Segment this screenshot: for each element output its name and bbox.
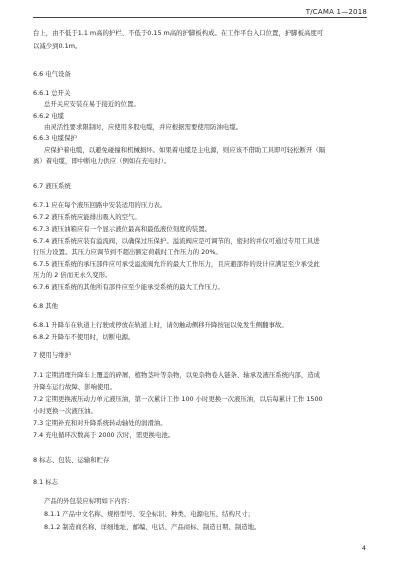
body-text-line: 行压力设置。其压力应调节到不超出额定荷载时工作压力的 20%。 <box>33 248 222 256</box>
standard-number: T/CAMA 1—2018 <box>305 8 367 16</box>
clause-line: 6.7.1 应在每个液压回路中安装适用的压力表。 <box>33 201 167 209</box>
clause-heading: 8.1 标志 <box>33 478 58 486</box>
clause-line: 7.3 定期补充和对升降系统转动轴处的润滑油。 <box>33 419 167 427</box>
header-rule <box>33 17 367 18</box>
clause-line: 8.1.1 产品中文名称、规格型号、安全标识、种类、电源电压、结构尺寸； <box>44 510 255 518</box>
clause-line: 6.8.2 升降车不使用时，切断电源。 <box>33 333 135 341</box>
body-text-line: 以减少到0.1m。 <box>33 42 82 50</box>
clause-line: 6.7.6 液压系统的其他所有部件应至少能承受系统的最大工作压力。 <box>33 283 224 291</box>
body-text-line: 升降车运行故障、影响使用。 <box>33 383 117 391</box>
body-text-line: 总开关应安装在易于接近的位置。 <box>44 100 140 108</box>
clause-line: 6.7.2 液压系统应能排出吸入的空气。 <box>33 213 141 221</box>
body-text-line: 由灵活性要求限制时，应使用多股电缆，并应根据需要使用防油电缆。 <box>44 123 243 131</box>
clause-line: 6.7.5 液压系统的承压部件应可承受溢流阀允许的最大工作压力，且应避部件的设计应满足至少承受此 <box>33 260 320 268</box>
body-text-line: 压力的 2 倍而无永久变形。 <box>33 271 112 279</box>
body-text-line: 台上，由不低于1.1 m高的护栏、不低于0.15 m高的护脚板构成。在工作平台入口位置，护脚板高度可 <box>33 29 324 37</box>
section-heading: 8 标志、包装、运输和贮存 <box>33 456 110 464</box>
clause-heading: 6.6.1 总开关 <box>33 89 71 97</box>
clause-line: 8.1.2 制造商名称、详细地址、邮编、电话、产品商标、制造日期、制造地。 <box>44 523 261 531</box>
clause-line: 7.1 定期清理升降车上覆盖的碎屑、植物茎叶等杂物，以免杂物卷入链条、轴承及液压系统内部，造成 <box>33 371 320 379</box>
section-heading: 6.7 液压系统 <box>33 182 71 190</box>
clause-heading: 6.6.3 电缆保护 <box>33 134 77 142</box>
clause-line: 6.8.1 升降车在轨道上行驶或停放在轨道上时，请勿触动侧移升降按钮以免发生侧翻事故。 <box>33 321 288 329</box>
section-heading: 6.8 其他 <box>33 302 58 310</box>
clause-line: 7.4 充电循环次数高于 2000 次时，需更换电池。 <box>33 431 175 439</box>
body-text-line: 产品的外包装应标明如下内容： <box>44 497 134 505</box>
clause-line: 7.2 定期更换液压动力单元液压油，第一次累计工作 100 小时更换一次液压油，以后每累计工作 1500 <box>33 395 323 403</box>
page-number: 4 <box>361 544 366 552</box>
section-heading: 6.6 电气设备 <box>33 70 71 78</box>
clause-heading: 6.6.2 电缆 <box>33 112 65 120</box>
section-heading: 7 使用与维护 <box>33 351 72 359</box>
clause-line: 6.7.3 液压油箱应有一个显示液位最高和最低液位刻度的装置。 <box>33 225 212 233</box>
body-text-line: 应保护着电缆，以避免碰撞和机械损坏。如果着电缆是主电源，则应该不借助工具即可轻松断开（隔 <box>44 146 326 154</box>
body-text-line: 小时更换一次液压油。 <box>33 407 97 415</box>
body-text-line: 离）着电缆，即中断电力供应（例如在充电时）。 <box>33 157 171 165</box>
clause-line: 6.7.4 液压系统应装有溢流阀，以确保过压保护。溢流阀应是可调节的，密封的并仅可通过专用工具进 <box>33 237 320 245</box>
